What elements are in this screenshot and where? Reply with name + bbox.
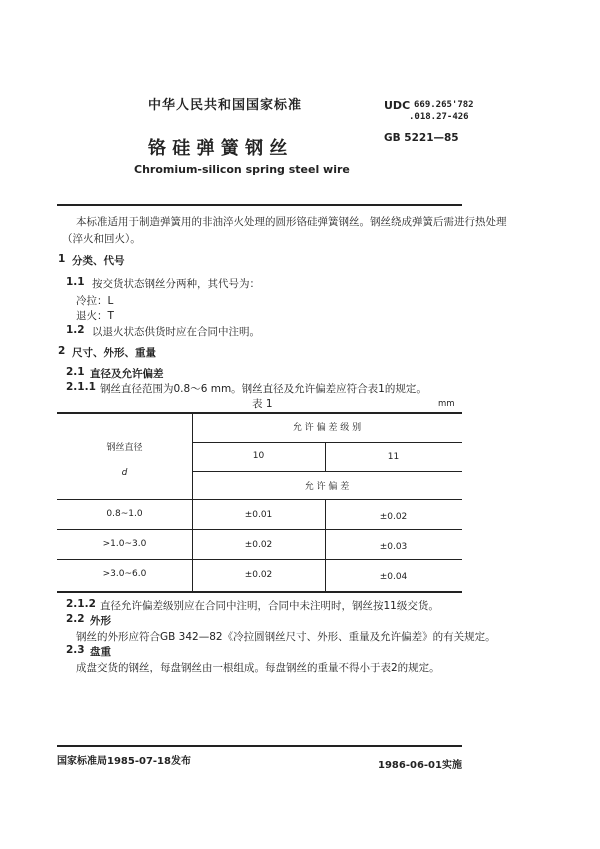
section2-title: 尺寸、外形、重量 bbox=[72, 347, 156, 359]
udc-label: UDC bbox=[384, 99, 411, 112]
annealed-code: 退火：T bbox=[76, 310, 114, 322]
section1-2-text: 以退火状态供货时应在合同中注明。 bbox=[92, 326, 260, 338]
header-divider bbox=[57, 204, 462, 206]
effective-date: 1986-06-01实施 bbox=[378, 760, 462, 771]
grade10-cell: ±0.02 bbox=[244, 570, 273, 580]
grade11-cell: ±0.02 bbox=[379, 512, 408, 522]
section2-1-1-number: 2.1.1 bbox=[66, 381, 96, 393]
col-header-d: d bbox=[121, 468, 128, 478]
section2-2-text: 钢丝的外形应符合GB 342—82《冷拉圆钢丝尺寸、外形、重量及允许偏差》的有关规定。 bbox=[76, 631, 496, 643]
section1-2-number: 1.2 bbox=[66, 324, 85, 336]
section2-3-text: 成盘交货的钢丝，每盘钢丝由一根组成。每盘钢丝的重量不得小于表2的规定。 bbox=[76, 662, 440, 674]
grade-11: 11 bbox=[387, 452, 400, 462]
diameter-cell: >3.0~6.0 bbox=[102, 569, 147, 579]
footer-divider bbox=[57, 745, 462, 747]
diameter-cell: 0.8~1.0 bbox=[106, 509, 143, 519]
diameter-cell: >1.0~3.0 bbox=[102, 539, 147, 549]
issue-date: 国家标准局1985-07-18发布 bbox=[57, 756, 191, 767]
udc-code-line2: .018.27-426 bbox=[409, 112, 469, 122]
grade-10: 10 bbox=[252, 451, 265, 461]
section2-3-title: 盘重 bbox=[90, 646, 111, 658]
section1-1-number: 1.1 bbox=[66, 276, 85, 288]
grade10-cell: ±0.01 bbox=[244, 510, 273, 520]
table-unit: mm bbox=[438, 399, 455, 409]
section2-number: 2 bbox=[58, 345, 66, 357]
tolerance-header: 允 许 偏 差 bbox=[304, 482, 350, 492]
section2-3-number: 2.3 bbox=[66, 644, 85, 656]
gb-code: GB 5221—85 bbox=[384, 132, 459, 144]
section2-1-2-text: 直径允许偏差级别应在合同中注明，合同中未注明时，钢丝按11级交货。 bbox=[100, 600, 439, 612]
document-title-en: Chromium-silicon spring steel wire bbox=[134, 163, 350, 176]
section2-1-1-text: 钢丝直径范围为0.8～6 mm。钢丝直径及允许偏差应符合表1的规定。 bbox=[100, 383, 427, 395]
intro-line1: 本标准适用于制造弹簧用的非油淬火处理的圆形铬硅弹簧钢丝。钢丝绕成弹簧后需进行热处理 bbox=[76, 216, 507, 228]
col-header-diameter: 钢丝直径 bbox=[106, 443, 143, 453]
issuing-authority: 中华人民共和国国家标准 bbox=[148, 98, 303, 113]
grade10-cell: ±0.02 bbox=[244, 540, 273, 550]
section2-1-title: 直径及允许偏差 bbox=[90, 368, 164, 380]
section2-2-title: 外形 bbox=[90, 615, 111, 627]
section2-1-number: 2.1 bbox=[66, 366, 85, 378]
intro-line2: （淬火和回火）。 bbox=[62, 233, 141, 245]
grade11-cell: ±0.03 bbox=[379, 542, 408, 552]
section2-1-2-number: 2.1.2 bbox=[66, 598, 96, 610]
section1-title: 分类、代号 bbox=[72, 255, 125, 267]
document-title-cn: 铬 硅 弹 簧 钢 丝 bbox=[148, 138, 288, 159]
udc-code-line1: 669.265'782 bbox=[414, 100, 474, 110]
section2-2-number: 2.2 bbox=[66, 613, 85, 625]
cold-drawn-code: 冷拉：L bbox=[76, 295, 114, 307]
grade-header: 允 许 偏 差 级 别 bbox=[292, 423, 362, 433]
grade11-cell: ±0.04 bbox=[379, 572, 408, 582]
table-caption: 表 1 bbox=[252, 398, 273, 410]
section1-number: 1 bbox=[58, 253, 66, 265]
section1-1-text: 按交货状态钢丝分两种，其代号为： bbox=[92, 278, 260, 290]
